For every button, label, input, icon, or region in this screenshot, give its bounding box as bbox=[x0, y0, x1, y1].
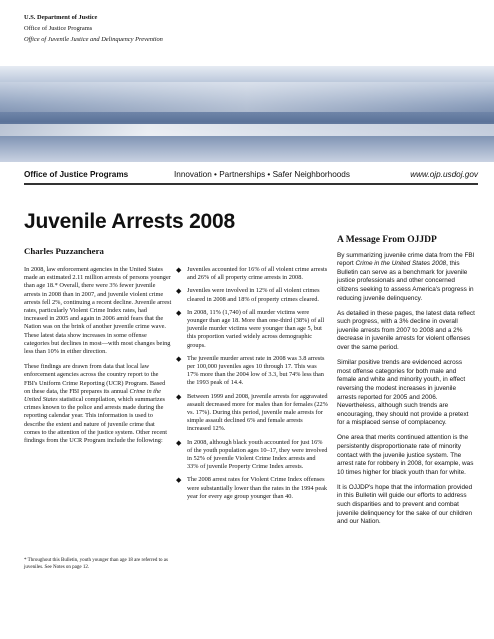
sidebar-paragraph: Similar positive trends are evidenced across most offense categories for both male and female and white and minority youth, in effect reversing the modest increases in juvenile arrests reported for 2005 and 2006. Nevertheless, although such trends are encouraging, they should not provide a pretext for a misplaced sense of complacency. bbox=[337, 359, 469, 427]
list-item bbox=[176, 476, 328, 501]
ojp-tagline: Innovation • Partnerships • Safer Neighborhoods bbox=[174, 170, 350, 179]
text-run: , this Bulletin can serve as a benchmark for juvenile justice professionals and other concerned citizens seeking to assess America's progress in reducing juvenile delinquency. bbox=[337, 260, 474, 302]
ojp-name: Office of Justice Programs bbox=[24, 170, 129, 179]
body-column-left bbox=[24, 266, 172, 452]
list-item bbox=[176, 393, 328, 434]
body-paragraph: In 2008, law enforcement agencies in the United States made an estimated 2.11 million arrests of persons younger than age 18.* Overall, there were 3% fewer juvenile arrests in 2008 than in 2007, and juvenile violent crime arrests fell 2%, continuing a recent decline. Juvenile arrest rates, particularly Violent Crime Index rates, had increased in 2005 and again in 2006 amid fears that the Nation was on the brink of another juvenile crime wave. These latest data show increases in some offense categories but declines in most—with most changes being less than 10% in either direction. bbox=[24, 266, 172, 356]
office-name: Office of Justice Programs bbox=[24, 25, 93, 32]
agency-name: Office of Juvenile Justice and Delinquency Prevention bbox=[24, 36, 163, 43]
sidebar-paragraph: As detailed in these pages, the latest data reflect such progress, with a 3% decline in overall juvenile arrests from 2007 to 2008 and a 2% decrease in juvenile arrests for violent offenses over the same period. bbox=[337, 309, 475, 352]
report-title-italic: Crime in the United States 2008 bbox=[355, 260, 447, 268]
diamond-bullet-icon: ◆ bbox=[176, 308, 182, 317]
list-item-text: The juvenile murder arrest rate in 2008 was 3.8 arrests per 100,000 juveniles ages 10 through 17. This was 17% more than the 2004 low of 3.3, but 74% less than the 1993 peak of 14.4. bbox=[187, 354, 325, 387]
list-item-text: In 2008, 11% (1,740) of all murder victims were younger than age 18. More than one-third (38%) of all juvenile murder victims were younger than age 5, but this proportion varied widely across demographic groups. bbox=[187, 308, 325, 349]
ojjdp-message-sidebar bbox=[337, 236, 477, 533]
list-item bbox=[176, 439, 328, 472]
list-item bbox=[176, 309, 328, 350]
header-banner bbox=[0, 66, 494, 162]
department-name: U.S. Department of Justice bbox=[24, 14, 98, 21]
diamond-bullet-icon: ◆ bbox=[176, 266, 182, 274]
list-item bbox=[176, 355, 328, 388]
agency-header bbox=[24, 12, 163, 45]
author-name: Charles Puzzanchera bbox=[24, 246, 104, 256]
diamond-bullet-icon: ◆ bbox=[176, 438, 182, 447]
list-item-text: Between 1999 and 2008, juvenile arrests for aggravated assault decreased more for males than for females (22% vs. 17%). During this period, juvenile male arrests for simple assault declined 6% and female arrests increased 12%. bbox=[187, 392, 328, 433]
ojp-url-link[interactable]: www.ojp.usdoj.gov bbox=[410, 170, 478, 179]
ojp-bar bbox=[24, 168, 478, 182]
body-paragraph bbox=[24, 363, 172, 445]
diamond-bullet-icon: ◆ bbox=[176, 476, 182, 485]
list-item-text: Juveniles were involved in 12% of all violent crimes cleared in 2008 and 18% of property crimes cleared. bbox=[187, 287, 320, 303]
document-title: Juvenile Arrests 2008 bbox=[24, 210, 235, 233]
list-item-text: The 2008 arrest rates for Violent Crime Index offenses were substantially lower than the rates in the 1994 peak year for every age group younger than 40. bbox=[187, 476, 328, 500]
diamond-bullet-icon: ◆ bbox=[176, 287, 182, 296]
diamond-bullet-icon: ◆ bbox=[176, 392, 182, 401]
diamond-bullet-icon: ◆ bbox=[176, 354, 182, 363]
report-title-italic: Crime in the United States bbox=[24, 387, 161, 404]
banner-light-band bbox=[0, 124, 494, 136]
list-item bbox=[176, 266, 328, 282]
sidebar-paragraph: It is OJJDP's hope that the information provided in this Bulletin will guide our efforts to address such disparities and to prevent and combat juvenile delinquency for the sake of our children and our Nation. bbox=[337, 483, 473, 526]
banner-wave bbox=[0, 82, 494, 112]
text-run: statistical compilation, which summarizes crimes known to the police and arrests made during the reporting calendar year. This information is used to describe the extent and nature of juvenile crime that comes to the attention of the justice system. Other recent findings from the UCR Program include the following: bbox=[24, 396, 168, 445]
findings-list bbox=[176, 266, 328, 506]
sidebar-heading: A Message From OJJDP bbox=[337, 235, 437, 245]
list-item bbox=[176, 287, 328, 303]
list-item-text: In 2008, although black youth accounted for just 16% of the youth population ages 10–17, they were involved in 52% of juvenile Violent Crime Index arrests and 33% of juvenile Property Crime Index arrests. bbox=[187, 438, 328, 471]
sidebar-paragraph bbox=[337, 252, 477, 304]
footnote: * Throughout this Bulletin, youth younger than age 18 are referred to as juveniles. See Notes on page 12. bbox=[24, 558, 168, 570]
list-item-text: Juveniles accounted for 16% of all violent crime arrests and 26% of all property crime arrests in 2008. bbox=[187, 266, 328, 282]
header-rule bbox=[24, 183, 478, 185]
text-run: By summarizing juvenile crime data from the FBI report bbox=[337, 251, 475, 268]
text-run: These findings are drawn from data that local law enforcement agencies across the country report to the FBI's Uniform Crime Reporting (UCR) Program. Based on these data, the FBI prepares its annual bbox=[24, 363, 166, 395]
sidebar-paragraph: One area that merits continued attention is the persistently disproportionate rate of minority contact with the juvenile justice system. The arrest rate for robbery in 2008, for example, was 10 times higher for black youth than for white. bbox=[337, 434, 474, 476]
